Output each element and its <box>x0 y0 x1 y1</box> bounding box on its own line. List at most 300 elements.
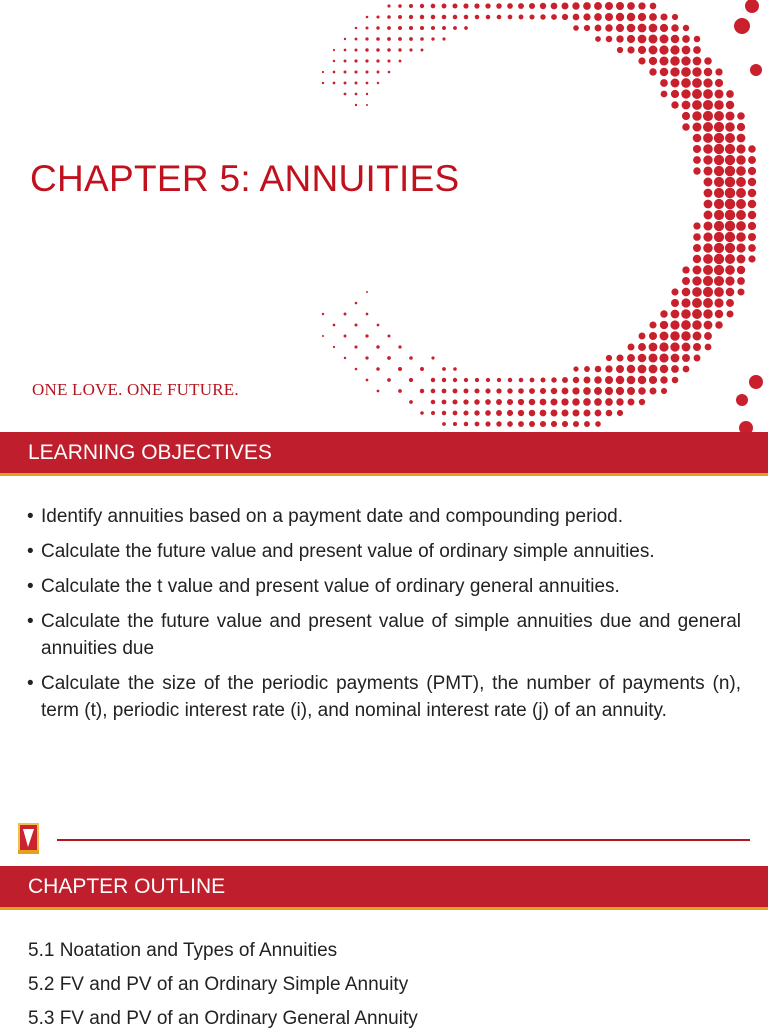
decor-dot <box>442 378 446 382</box>
decor-dot <box>692 78 702 88</box>
objectives-list <box>27 503 741 732</box>
decor-dot <box>692 298 702 308</box>
decor-dot <box>748 244 756 252</box>
decor-dot <box>704 332 712 340</box>
decor-dot <box>584 377 591 384</box>
decor-dot <box>583 387 591 395</box>
decor-dot <box>692 309 702 319</box>
decor-dot <box>714 122 724 132</box>
decor-dot <box>431 400 436 405</box>
decor-dot <box>638 387 646 395</box>
decor-dot <box>594 398 602 406</box>
decor-dot <box>726 299 734 307</box>
decor-dot <box>714 100 724 110</box>
decor-dot <box>530 378 535 383</box>
decor-dot <box>725 210 736 221</box>
decor-dot <box>452 3 457 8</box>
decor-dot <box>726 90 734 98</box>
decor-dot <box>496 388 501 393</box>
decor-dot <box>736 232 746 242</box>
decor-dot <box>605 24 613 32</box>
decor-dot <box>750 64 762 76</box>
decor-dot <box>649 24 658 33</box>
decor-dot <box>594 387 602 395</box>
decor-dot <box>693 134 702 143</box>
list-item: • Identify annuities based on a payment date and compounding period. <box>27 503 741 530</box>
decor-dot <box>638 13 646 21</box>
decor-dot <box>703 111 713 121</box>
decor-dot <box>649 343 658 352</box>
decor-dot <box>693 233 701 241</box>
decor-dot <box>485 388 490 393</box>
decor-dot <box>703 122 713 132</box>
decor-dot <box>725 144 735 154</box>
decor-dot <box>660 365 668 373</box>
decor-dot <box>627 354 635 362</box>
decor-dot <box>681 89 690 98</box>
decor-dot <box>692 100 702 110</box>
decor-dot <box>671 310 680 319</box>
decor-dot <box>638 57 645 64</box>
decor-dot <box>670 331 680 341</box>
decor-dot <box>704 68 713 77</box>
decor-dot <box>725 166 735 176</box>
decor-dot <box>344 38 346 40</box>
decor-dot <box>737 112 745 120</box>
decor-dot <box>376 15 379 18</box>
outline-item: 5.2 FV and PV of an Ordinary Simple Annuity <box>28 974 409 995</box>
decor-dot <box>464 26 468 30</box>
decor-dot <box>365 356 368 359</box>
decor-dot <box>398 4 402 8</box>
decor-dot <box>496 399 502 405</box>
decor-dot <box>562 421 568 427</box>
decor-dot <box>497 15 502 20</box>
decor-dot <box>366 93 368 95</box>
decor-dot <box>670 342 679 351</box>
decor-dot <box>431 4 436 9</box>
decor-dot <box>409 356 413 360</box>
decor-dot <box>748 255 755 262</box>
decor-dot <box>463 410 468 415</box>
decor-dot <box>704 200 713 209</box>
decor-dot <box>737 277 745 285</box>
decor-dot <box>704 57 712 65</box>
decor-dot <box>606 355 612 361</box>
decor-dot <box>540 14 545 19</box>
decor-dot <box>354 345 357 348</box>
decor-dot <box>322 313 324 315</box>
list-item: • Calculate the size of the periodic payments (PMT), the number of payments (n), term (t), periodic interest rate (i), and nominal interest rate (j) of an annuity. <box>27 670 741 724</box>
decor-dot <box>529 3 535 9</box>
decor-dot <box>398 345 401 348</box>
decor-dot <box>376 59 379 62</box>
decor-dot <box>431 389 436 394</box>
decor-dot <box>583 13 590 20</box>
decor-dot <box>748 211 756 219</box>
decor-dot <box>670 45 679 54</box>
decor-dot <box>366 16 369 19</box>
decor-dot <box>703 265 713 275</box>
decor-dot <box>694 36 701 43</box>
decor-dot <box>725 254 735 264</box>
decor-dot <box>704 211 713 220</box>
decor-dot <box>693 222 700 229</box>
decor-dot <box>748 178 756 186</box>
decor-dot <box>540 399 547 406</box>
decor-dot <box>714 166 724 176</box>
decor-dot <box>387 15 391 19</box>
decor-dot <box>365 59 368 62</box>
decor-dot <box>682 46 691 55</box>
decor-dot <box>638 376 646 384</box>
decor-dot <box>409 378 413 382</box>
decor-dot <box>474 3 479 8</box>
decor-dot <box>714 144 724 154</box>
decor-dot <box>442 400 447 405</box>
decor-dot <box>376 345 379 348</box>
decor-dot <box>703 166 712 175</box>
decor-dot <box>627 376 636 385</box>
decor-dot <box>616 376 624 384</box>
decor-dot <box>595 25 602 32</box>
decor-dot <box>628 399 635 406</box>
decor-dot <box>638 2 645 9</box>
decor-dot <box>518 399 524 405</box>
decor-dot <box>745 0 759 13</box>
decor-dot <box>322 335 324 337</box>
decor-dot <box>682 266 689 273</box>
decor-dot <box>692 320 702 330</box>
decor-dot <box>726 288 735 297</box>
decor-dot <box>703 89 713 99</box>
decor-dot <box>704 321 713 330</box>
decor-dot <box>737 123 745 131</box>
decor-dot <box>431 378 435 382</box>
decor-dot <box>693 156 701 164</box>
decor-dot <box>442 37 445 40</box>
decor-dot <box>355 38 358 41</box>
decor-dot <box>463 3 468 8</box>
decor-dot <box>398 15 402 19</box>
decor-dot <box>671 24 678 31</box>
decor-dot <box>409 26 413 30</box>
decor-dot <box>715 321 723 329</box>
decor-dot <box>714 188 724 198</box>
decor-dot <box>355 368 358 371</box>
decor-dot <box>398 26 402 30</box>
decor-dot <box>377 82 379 84</box>
decor-dot <box>355 82 358 85</box>
decor-dot <box>693 145 701 153</box>
decor-dot <box>605 387 613 395</box>
decor-dot <box>431 37 434 40</box>
decor-dot <box>703 243 713 253</box>
decor-dot <box>739 421 753 432</box>
decor-dot <box>736 177 746 187</box>
decor-dot <box>639 399 645 405</box>
outline-item: 5.3 FV and PV of an Ordinary General Annuity <box>28 1008 418 1029</box>
decor-dot <box>442 389 447 394</box>
decor-dot <box>616 24 624 32</box>
decor-dot <box>725 221 736 232</box>
decor-dot <box>344 335 347 338</box>
bullet-icon: • <box>27 576 34 597</box>
decor-dot <box>703 78 712 87</box>
decor-dot <box>682 277 690 285</box>
decor-dot <box>681 298 690 307</box>
decor-dot <box>387 4 390 7</box>
decor-dot <box>561 2 568 9</box>
decor-dot <box>649 46 658 55</box>
decor-dot <box>692 67 701 76</box>
decor-dot <box>421 49 424 52</box>
decor-dot <box>420 411 424 415</box>
decor-dot <box>681 67 691 77</box>
decor-dot <box>670 56 680 66</box>
decor-dot <box>672 377 679 384</box>
decor-dot <box>496 3 502 9</box>
decor-dot <box>715 68 722 75</box>
decor-dot <box>660 79 668 87</box>
decor-dot <box>583 2 591 10</box>
decor-dot <box>703 232 712 241</box>
decor-dot <box>638 35 647 44</box>
decor-dot <box>715 310 723 318</box>
decor-dot <box>693 167 700 174</box>
decor-dot <box>431 356 434 359</box>
decor-dot <box>344 49 347 52</box>
decor-dot <box>671 299 679 307</box>
decor-dot <box>692 276 701 285</box>
decor-dot <box>475 15 480 20</box>
decor-dot <box>388 335 391 338</box>
decor-dot <box>693 46 701 54</box>
decor-dot <box>627 2 635 10</box>
decor-dot <box>648 353 657 362</box>
decor-dot <box>431 26 435 30</box>
decor-dot <box>681 56 690 65</box>
decor-dot <box>463 399 468 404</box>
decor-dot <box>377 390 380 393</box>
decor-dot <box>714 221 724 231</box>
decor-dot <box>714 133 724 143</box>
decor-dot <box>387 26 391 30</box>
decor-dot <box>485 399 491 405</box>
decor-dot <box>660 321 668 329</box>
decor-dot <box>661 388 667 394</box>
decor-dot <box>398 367 402 371</box>
decor-dot <box>682 343 691 352</box>
decor-dot <box>726 101 734 109</box>
decor-dot <box>431 15 436 20</box>
decor-dot <box>725 111 734 120</box>
decor-dot <box>617 410 623 416</box>
decor-dot <box>736 144 745 153</box>
decor-dot <box>573 366 578 371</box>
decor-dot <box>693 332 702 341</box>
decor-dot <box>736 243 745 252</box>
decor-dot <box>529 410 536 417</box>
decor-dot <box>681 78 691 88</box>
decor-dot <box>387 378 391 382</box>
decor-dot <box>659 353 668 362</box>
decor-dot <box>692 122 701 131</box>
decor-dot <box>453 389 458 394</box>
decor-dot <box>442 4 447 9</box>
decor-dot <box>485 421 490 426</box>
decor-dot <box>485 3 490 8</box>
decor-dot <box>682 123 690 131</box>
decor-dot <box>704 178 713 187</box>
decor-dot <box>540 388 546 394</box>
decor-dot <box>333 71 336 74</box>
decor-dot <box>650 3 657 10</box>
decor-dot <box>354 323 357 326</box>
decor-dot <box>670 67 679 76</box>
decor-dot <box>725 122 735 132</box>
decor-dot <box>649 365 658 374</box>
decor-dot <box>463 388 468 393</box>
decor-dot <box>354 70 357 73</box>
decor-dot <box>703 155 712 164</box>
decor-dot <box>398 48 401 51</box>
decor-dot <box>333 60 335 62</box>
decor-dot <box>681 331 691 341</box>
decor-dot <box>508 15 513 20</box>
decor-dot <box>627 387 635 395</box>
decor-dot <box>660 13 667 20</box>
decor-dot <box>399 60 402 63</box>
decor-dot <box>671 288 678 295</box>
decor-dot <box>442 367 446 371</box>
decor-dot <box>660 68 669 77</box>
decor-dot <box>507 399 513 405</box>
section-divider <box>57 839 750 841</box>
decor-dot <box>366 104 368 106</box>
decor-dot <box>736 221 746 231</box>
decor-dot <box>714 298 723 307</box>
decor-dot <box>507 421 513 427</box>
decor-dot <box>365 37 368 40</box>
decor-dot <box>605 13 613 21</box>
decor-dot <box>693 244 701 252</box>
decor-dot <box>551 377 556 382</box>
decor-dot <box>573 421 579 427</box>
decor-dot <box>616 398 623 405</box>
chapter-outline-heading: CHAPTER OUTLINE <box>28 875 226 898</box>
decor-dot <box>562 377 568 383</box>
decor-dot <box>387 59 390 62</box>
decor-dot <box>474 410 479 415</box>
decor-dot <box>736 155 746 165</box>
decor-dot <box>409 37 413 41</box>
bullet-icon: • <box>27 673 34 694</box>
decor-dot <box>714 177 724 187</box>
decor-dot <box>660 35 669 44</box>
decor-dot <box>681 320 691 330</box>
decor-dot <box>692 287 702 297</box>
decor-dot <box>551 388 558 395</box>
decor-dot <box>572 2 579 9</box>
decor-dot <box>344 60 347 63</box>
decor-dot <box>573 377 579 383</box>
decor-dot <box>365 48 368 51</box>
decor-dot <box>670 320 679 329</box>
decor-dot <box>714 254 724 264</box>
decor-dot <box>748 222 756 230</box>
decor-dot <box>692 89 702 99</box>
decor-dot <box>355 104 357 106</box>
decor-dot <box>703 100 713 110</box>
decor-dot <box>420 367 424 371</box>
decor-dot <box>486 378 490 382</box>
decor-dot <box>508 378 512 382</box>
decor-dot <box>703 276 713 286</box>
decor-dot <box>442 15 447 20</box>
decor-dot <box>583 409 590 416</box>
decor-dot <box>562 14 568 20</box>
list-item: • Calculate the future value and present value of ordinary simple annuities. <box>27 538 741 565</box>
decor-dot <box>734 18 750 34</box>
decor-dot <box>638 365 647 374</box>
decor-dot <box>703 309 712 318</box>
decor-dot <box>605 365 612 372</box>
outline-list <box>28 934 418 1036</box>
decor-dot <box>507 3 513 9</box>
decor-dot <box>648 34 657 43</box>
decor-dot <box>660 24 668 32</box>
decor-dot <box>398 389 402 393</box>
decor-dot <box>420 26 424 30</box>
decor-dot <box>573 14 580 21</box>
decor-dot <box>714 287 724 297</box>
decor-dot <box>694 355 701 362</box>
decor-dot <box>649 332 657 340</box>
decor-dot <box>561 398 568 405</box>
list-item: • Calculate the t value and present value of ordinary general annuities. <box>27 573 741 600</box>
decor-dot <box>649 13 657 21</box>
decor-dot <box>594 376 602 384</box>
decor-dot <box>748 145 756 153</box>
decor-dot <box>453 378 457 382</box>
decor-dot <box>388 71 391 74</box>
decor-dot <box>377 71 380 74</box>
decor-dot <box>442 411 446 415</box>
decor-dot <box>659 56 668 65</box>
decor-dot <box>736 166 746 176</box>
decor-dot <box>736 188 746 198</box>
decor-dot <box>409 400 413 404</box>
outline-item: 5.1 Noatation and Types of Annuities <box>28 940 338 961</box>
decor-dot <box>748 167 756 175</box>
decor-dot <box>333 49 335 51</box>
decor-dot <box>714 210 724 220</box>
decor-dot <box>650 388 657 395</box>
title-slide <box>0 0 768 432</box>
decor-dot <box>474 399 480 405</box>
decor-dot <box>693 266 702 275</box>
decor-dot <box>540 377 545 382</box>
decor-dot <box>572 409 579 416</box>
decor-dot <box>355 27 358 30</box>
decor-dot <box>649 376 657 384</box>
decor-dot <box>714 199 724 209</box>
decor-dot <box>464 15 469 20</box>
decor-dot <box>725 188 736 199</box>
decor-dot <box>605 398 613 406</box>
decor-dot <box>584 25 590 31</box>
